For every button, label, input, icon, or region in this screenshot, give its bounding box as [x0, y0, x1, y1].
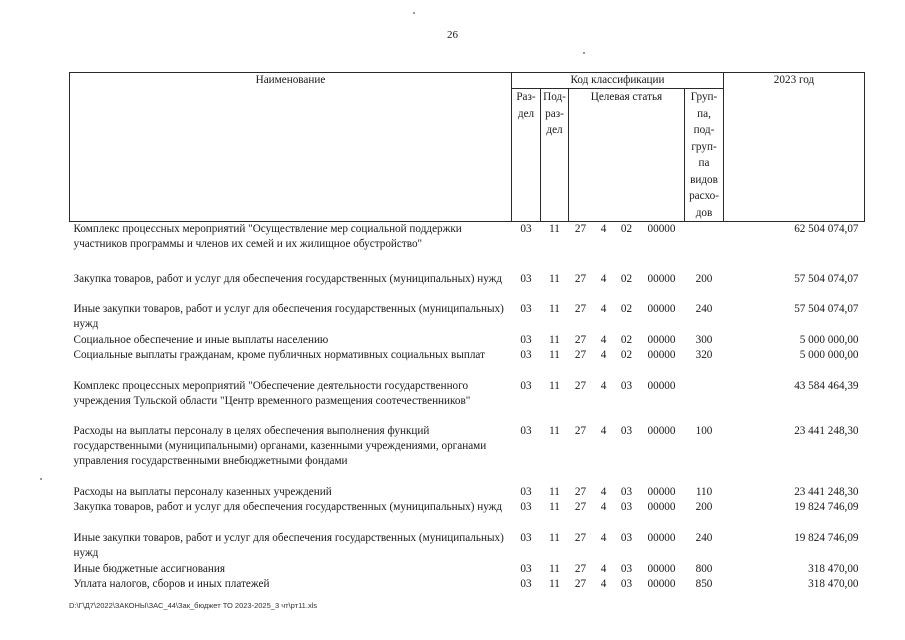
row-subsection-code: 11	[549, 562, 560, 575]
row-program-code: 27	[574, 272, 587, 285]
row-program-code: 27	[574, 424, 587, 437]
scan-speck	[583, 52, 585, 54]
row-expense-type-code: 800	[695, 562, 713, 575]
row-expense-type-code	[685, 379, 724, 424]
row-section-code: 03	[520, 500, 532, 513]
row-expense-type-code	[685, 222, 724, 272]
row-name: Комплекс процессных мероприятий "Обеспечение деятельности государственного учреждения Тульской области "Центр временного размещения соотечественников"	[73, 379, 471, 407]
row-type-code: 4	[600, 302, 607, 315]
table-row	[70, 302, 865, 333]
row-name: Иные закупки товаров, работ и услуг для обеспечения государственных (муниципальных) нужд	[73, 531, 504, 559]
row-section-code: 03	[520, 424, 532, 437]
row-program-code: 27	[574, 379, 587, 392]
row-direction-code: 00000	[647, 424, 676, 437]
row-name: Закупка товаров, работ и услуг для обеспечения государственных (муниципальных) нужд	[73, 272, 503, 285]
row-direction-code: 00000	[647, 500, 676, 513]
row-section-code: 03	[520, 379, 532, 392]
budget-table	[69, 72, 865, 592]
row-name: Уплата налогов, сборов и иных платежей	[73, 577, 270, 590]
header-subsection: Под- раз- дел	[541, 89, 569, 222]
row-subsection-code: 11	[549, 577, 560, 590]
table-row	[70, 485, 865, 500]
row-measure-code: 03	[620, 485, 633, 498]
row-amount: 19 824 746,09	[794, 531, 859, 544]
header-group: Груп- па, под- груп- па видов расхо- дов	[685, 89, 724, 222]
row-section-code: 03	[520, 562, 532, 575]
page-number: 26	[447, 29, 458, 41]
row-type-code: 4	[600, 424, 607, 437]
row-expense-type-code: 200	[695, 500, 713, 513]
row-expense-type-code: 240	[695, 531, 713, 544]
header-year: 2023 год	[724, 73, 865, 222]
row-name: Расходы на выплаты персоналу казенных учреждений	[73, 485, 332, 498]
row-amount: 5 000 000,00	[799, 333, 859, 346]
row-measure-code: 02	[620, 223, 633, 235]
row-subsection-code: 11	[549, 531, 560, 544]
row-direction-code: 00000	[647, 272, 676, 285]
row-program-code: 27	[574, 302, 587, 315]
row-measure-code: 02	[620, 333, 633, 346]
row-type-code: 4	[600, 562, 607, 575]
row-expense-type-code: 200	[695, 272, 713, 285]
row-name: Иные закупки товаров, работ и услуг для обеспечения государственных (муниципальных) нужд	[73, 302, 504, 330]
row-subsection-code: 11	[549, 223, 560, 235]
row-amount: 62 504 074,07	[794, 223, 859, 235]
header-code: Код классификации	[512, 73, 724, 89]
row-type-code: 4	[600, 485, 607, 498]
table-row	[70, 348, 865, 379]
row-program-code: 27	[574, 348, 587, 361]
row-expense-type-code: 100	[695, 424, 713, 437]
row-subsection-code: 11	[549, 302, 560, 315]
row-expense-type-code: 240	[695, 302, 713, 315]
row-measure-code: 02	[620, 302, 633, 315]
row-direction-code: 00000	[647, 379, 676, 392]
row-measure-code: 02	[620, 272, 633, 285]
row-direction-code: 00000	[647, 302, 676, 315]
row-direction-code: 00000	[647, 531, 676, 544]
row-amount: 57 504 074,07	[794, 272, 859, 285]
row-amount: 23 441 248,30	[794, 485, 859, 498]
row-amount: 19 824 746,09	[794, 500, 859, 513]
scan-speck	[413, 12, 415, 14]
row-type-code: 4	[600, 379, 607, 392]
row-subsection-code: 11	[549, 379, 560, 392]
row-subsection-code: 11	[549, 485, 560, 498]
row-amount: 57 504 074,07	[794, 302, 859, 315]
row-direction-code: 00000	[647, 348, 676, 361]
row-name: Закупка товаров, работ и услуг для обеспечения государственных (муниципальных) нужд	[73, 500, 503, 513]
row-program-code: 27	[574, 531, 587, 544]
row-program-code: 27	[574, 485, 587, 498]
table-row	[70, 333, 865, 348]
header-name: Наименование	[70, 73, 512, 222]
row-expense-type-code: 320	[695, 348, 713, 361]
row-section-code: 03	[520, 531, 532, 544]
row-name: Социальное обеспечение и иные выплаты населению	[73, 333, 329, 346]
row-name: Комплекс процессных мероприятий "Осуществление мер социальной поддержки участников программы и членов их семей и их жилищное обустройство"	[73, 223, 462, 250]
row-section-code: 03	[520, 577, 532, 590]
table-row	[70, 272, 865, 302]
row-amount: 318 470,00	[808, 562, 859, 575]
row-direction-code: 00000	[647, 333, 676, 346]
row-direction-code: 00000	[647, 562, 676, 575]
row-measure-code: 02	[620, 348, 633, 361]
row-type-code: 4	[600, 500, 607, 513]
row-measure-code: 03	[620, 379, 633, 392]
row-type-code: 4	[600, 577, 607, 590]
row-section-code: 03	[520, 348, 532, 361]
row-measure-code: 03	[620, 424, 633, 437]
table-row	[70, 577, 865, 592]
scan-speck	[40, 478, 42, 480]
row-program-code: 27	[574, 562, 587, 575]
row-subsection-code: 11	[549, 333, 560, 346]
row-expense-type-code: 850	[695, 577, 713, 590]
table-row	[70, 562, 865, 577]
row-section-code: 03	[520, 333, 532, 346]
header-section: Раз- дел	[512, 89, 541, 222]
row-type-code: 4	[600, 223, 607, 235]
table-row	[70, 379, 865, 424]
row-measure-code: 03	[620, 531, 633, 544]
table-row	[70, 222, 865, 272]
row-section-code: 03	[520, 302, 532, 315]
row-type-code: 4	[600, 531, 607, 544]
row-amount: 43 584 464,39	[794, 379, 859, 392]
row-type-code: 4	[600, 272, 607, 285]
header-row	[70, 73, 865, 89]
row-program-code: 27	[574, 223, 587, 235]
table-row	[70, 531, 865, 562]
row-name: Расходы на выплаты персоналу в целях обеспечения выполнения функций государственными (муниципальными) органами, казенными учреждениями, органами управления государственными внебюджетными фондами	[73, 424, 487, 467]
row-type-code: 4	[600, 333, 607, 346]
row-section-code: 03	[520, 272, 532, 285]
row-measure-code: 03	[620, 577, 633, 590]
row-subsection-code: 11	[549, 424, 560, 437]
row-section-code: 03	[520, 485, 532, 498]
row-direction-code: 00000	[647, 485, 676, 498]
row-measure-code: 03	[620, 500, 633, 513]
table-row	[70, 500, 865, 531]
row-name: Социальные выплаты гражданам, кроме публичных нормативных социальных выплат	[73, 348, 485, 361]
table-row	[70, 424, 865, 485]
row-program-code: 27	[574, 500, 587, 513]
row-measure-code: 03	[620, 562, 633, 575]
header-target: Целевая статья	[569, 89, 685, 222]
row-subsection-code: 11	[549, 272, 560, 285]
row-amount: 318 470,00	[808, 577, 859, 590]
row-direction-code: 00000	[647, 223, 676, 235]
row-expense-type-code: 300	[695, 333, 713, 346]
row-amount: 23 441 248,30	[794, 424, 859, 437]
row-direction-code: 00000	[647, 577, 676, 590]
row-subsection-code: 11	[549, 500, 560, 513]
row-section-code: 03	[520, 223, 532, 235]
row-subsection-code: 11	[549, 348, 560, 361]
row-name: Иные бюджетные ассигнования	[73, 562, 225, 575]
row-program-code: 27	[574, 577, 587, 590]
row-program-code: 27	[574, 333, 587, 346]
file-path: D:\Г\Д7\2022\ЗАКОНЫ\ЗАС_44\Зак_бюджет ТО 2023-2025_3 чт\рт11.xls	[69, 601, 318, 610]
row-type-code: 4	[600, 348, 607, 361]
row-expense-type-code: 110	[695, 485, 713, 498]
row-amount: 5 000 000,00	[799, 348, 859, 361]
